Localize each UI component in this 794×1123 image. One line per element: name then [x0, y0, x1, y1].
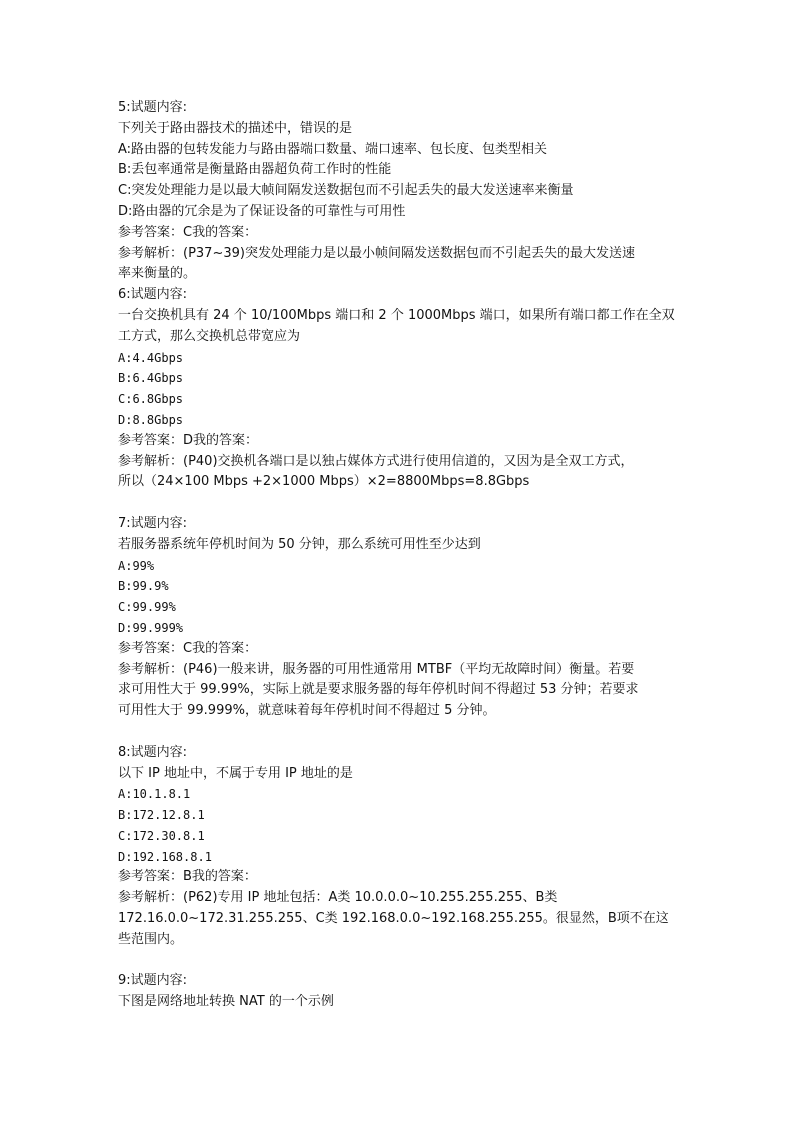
reference-answer: 参考答案：C我的答案：	[118, 224, 258, 240]
question-8	[118, 743, 688, 951]
reference-answer: 参考答案：B我的答案：	[118, 869, 257, 885]
question-7	[118, 514, 688, 722]
reference-answer: 参考答案：D我的答案：	[118, 432, 259, 448]
document-page	[118, 98, 688, 1013]
reference-answer: 参考答案：C我的答案：	[118, 640, 258, 656]
question-stem: 若服务器系统年停机时间为 50 分钟，那么系统可用性至少达到	[118, 536, 481, 552]
option-b: B:6.4Gbps	[118, 371, 184, 386]
option-d: D:192.168.8.1	[118, 849, 212, 864]
option-d: D:99.999%	[118, 620, 184, 635]
question-header: 9:试题内容:	[118, 973, 188, 989]
explanation-line: 参考解析：(P40)交换机各端口是以独占媒体方式进行使用信道的，又因为是全双工方式，	[118, 453, 634, 469]
explanation-line: 参考解析：(P37~39)突发处理能力是以最小帧间隔发送数据包而不引起丢失的最大发送速	[118, 245, 635, 261]
explanation-line: 些范围内。	[118, 931, 184, 947]
explanation-line: 参考解析：(P62)专用 IP 地址包括：A类 10.0.0.0~10.255.255.255、B类	[118, 890, 558, 906]
spacer	[118, 951, 688, 972]
option-a: A:路由器的包转发能力与路由器端口数量、端口速率、包长度、包类型相关	[118, 141, 548, 157]
question-6	[118, 285, 688, 493]
question-5	[118, 98, 688, 285]
option-c: C:突发处理能力是以最大帧间隔发送数据包而不引起丢失的最大发送速率来衡量	[118, 183, 574, 199]
question-header: 6:试题内容:	[118, 287, 188, 303]
question-stem: 工方式，那么交换机总带宽应为	[118, 328, 301, 344]
question-header: 8:试题内容:	[118, 744, 188, 760]
question-header: 5:试题内容:	[118, 100, 188, 115]
spacer	[118, 722, 688, 743]
explanation-line: 率来衡量的。	[118, 266, 197, 282]
option-a: A:99%	[118, 558, 155, 573]
question-9	[118, 971, 688, 1013]
spacer	[118, 493, 688, 514]
option-b: B:99.9%	[118, 579, 169, 594]
option-b: B:172.12.8.1	[118, 808, 205, 823]
question-stem: 一台交换机具有 24 个 10/100Mbps 端口和 2 个 1000Mbps 端口，如果所有端口都工作在全双	[118, 307, 675, 323]
question-stem: 下图是网络地址转换 NAT 的一个示例	[118, 994, 334, 1010]
question-stem: 下列关于路由器技术的描述中，错误的是	[118, 120, 353, 136]
option-c: C:172.30.8.1	[118, 828, 205, 843]
explanation-line: 172.16.0.0~172.31.255.255、C类 192.168.0.0~192.168.255.255。很显然，B项不在这	[118, 911, 669, 927]
question-stem: 以下 IP 地址中，不属于专用 IP 地址的是	[118, 765, 353, 781]
question-header: 7:试题内容:	[118, 515, 188, 531]
explanation-line: 求可用性大于 99.99%，实际上就是要求服务器的每年停机时间不得超过 53 分钟；若要求	[118, 682, 639, 698]
option-c: C:6.8Gbps	[118, 392, 184, 407]
option-a: A:4.4Gbps	[118, 350, 184, 365]
option-a: A:10.1.8.1	[118, 787, 191, 802]
option-d: D:8.8Gbps	[118, 412, 184, 427]
option-d: D:路由器的冗余是为了保证设备的可靠性与可用性	[118, 203, 406, 219]
explanation-line: 可用性大于 99.999%，就意味着每年停机时间不得超过 5 分钟。	[118, 703, 496, 719]
option-b: B:丢包率通常是衡量路由器超负荷工作时的性能	[118, 162, 392, 178]
explanation-line: 参考解析：(P46)一般来讲，服务器的可用性通常用 MTBF（平均无故障时间）衡量。若要	[118, 661, 635, 677]
explanation-line: 所以（24×100 Mbps +2×1000 Mbps）×2=8800Mbps=8.8Gbps	[118, 474, 530, 490]
option-c: C:99.99%	[118, 600, 176, 615]
